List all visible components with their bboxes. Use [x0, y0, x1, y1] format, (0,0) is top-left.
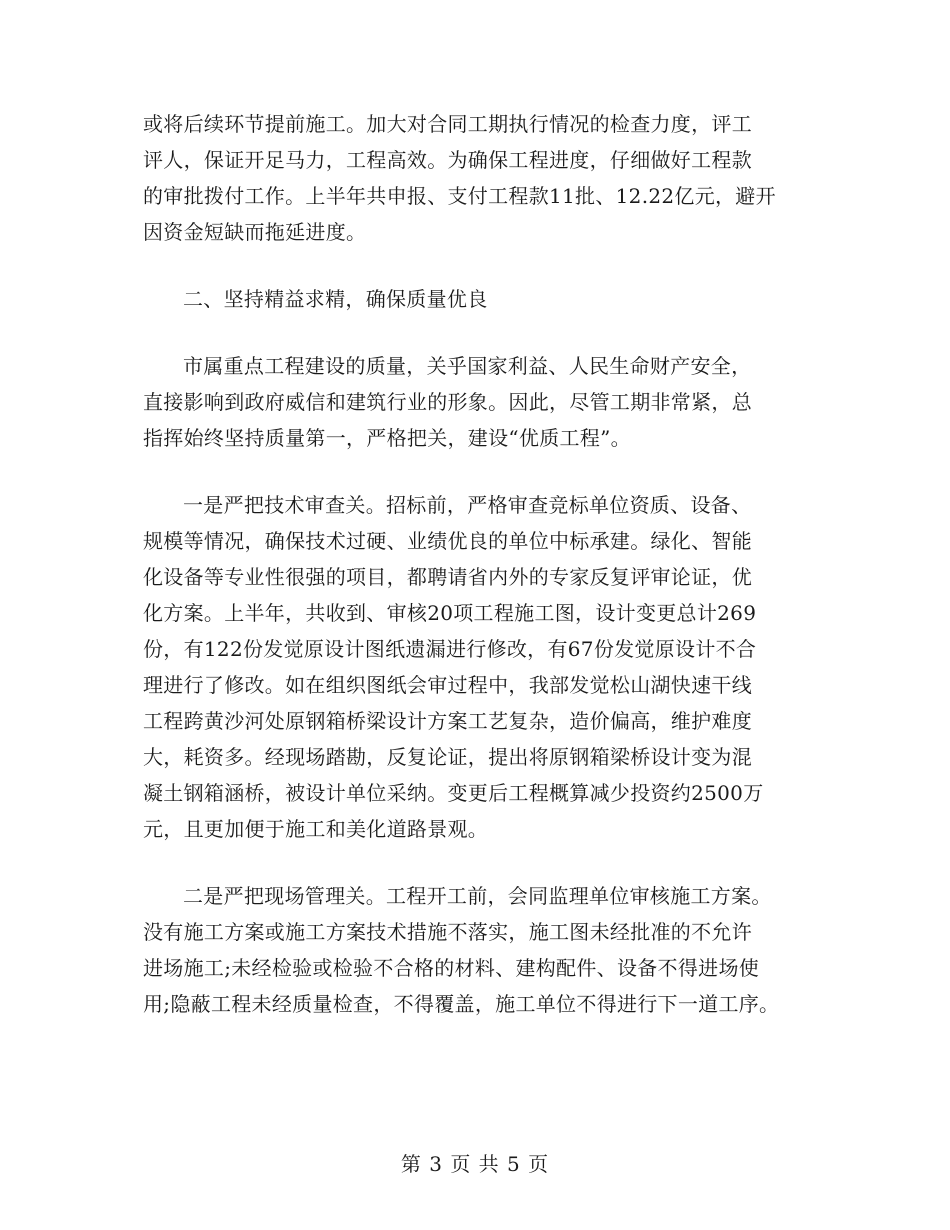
text-line: 化设备等专业性很强的项目，都聘请省内外的专家反复评审论证，优 — [143, 565, 752, 589]
document-body — [143, 106, 808, 1022]
text-line: 用;隐蔽工程未经质量检查，不得覆盖，施工单位不得进行下一道工序。 — [143, 992, 780, 1016]
text-line: 规模等情况，确保技术过硬、业绩优良的单位中标承建。绿化、智能 — [143, 529, 752, 553]
text-line: 工程跨黄沙河处原钢箱桥梁设计方案工艺复杂，造价偏高，维护难度 — [143, 709, 752, 733]
paragraph-gap — [143, 317, 808, 348]
text-line: 没有施工方案或施工方案技术措施不落实，施工图未经批准的不允许 — [143, 920, 752, 944]
text-line: 凝土钢箱涵桥，被设计单位采纳。变更后工程概算减少投资约2500万 — [143, 781, 764, 805]
section-heading — [143, 281, 808, 317]
text-line: 市属重点工程建设的质量，关乎国家利益、人民生命财产安全， — [183, 354, 752, 378]
text-line: 一是严把技术审查关。招标前，严格审查竞标单位资质、设备、 — [183, 493, 752, 517]
paragraph-gap — [143, 456, 808, 487]
paragraph-gap — [143, 250, 808, 281]
text-line: 份，有122份发觉原设计图纸遗漏进行修改，有67份发觉原设计不合 — [143, 637, 757, 661]
paragraph-gap — [143, 847, 808, 878]
text-line: 化方案。上半年，共收到、审核20项工程施工图，设计变更总计269 — [143, 601, 757, 625]
text-line: 指挥始终坚持质量第一，严格把关，建设“优质工程”。 — [143, 426, 631, 450]
paragraph-technical-review — [143, 487, 808, 847]
text-line: 二是严把现场管理关。工程开工前，会同监理单位审核施工方案。 — [183, 884, 772, 908]
text-line: 元，且更加便于施工和美化道路景观。 — [143, 817, 489, 841]
text-line: 大，耗资多。经现场踏勘，反复论证，提出将原钢箱梁桥设计变为混 — [143, 745, 752, 769]
text-line: 的审批拨付工作。上半年共申报、支付工程款11批、12.22亿元，避开 — [143, 184, 776, 208]
heading-text: 二、坚持精益求精，确保质量优良 — [183, 287, 488, 311]
text-line: 进场施工;未经检验或检验不合格的材料、建构配件、设备不得进场使 — [143, 956, 760, 980]
text-line: 因资金短缺而拖延进度。 — [143, 220, 367, 244]
paragraph-site-management — [143, 878, 808, 1022]
paragraph-continuation — [143, 106, 808, 250]
text-line: 或将后续环节提前施工。加大对合同工期执行情况的检查力度，评工 — [143, 112, 752, 136]
text-line: 评人，保证开足马力，工程高效。为确保工程进度，仔细做好工程款 — [143, 148, 752, 172]
paragraph-quality-intro — [143, 348, 808, 456]
text-line: 理进行了修改。如在组织图纸会审过程中，我部发觉松山湖快速干线 — [143, 673, 752, 697]
text-line: 直接影响到政府威信和建筑行业的形象。因此，尽管工期非常紧，总 — [143, 390, 752, 414]
page-number-footer: 第 3 页 共 5 页 — [400, 1152, 550, 1176]
